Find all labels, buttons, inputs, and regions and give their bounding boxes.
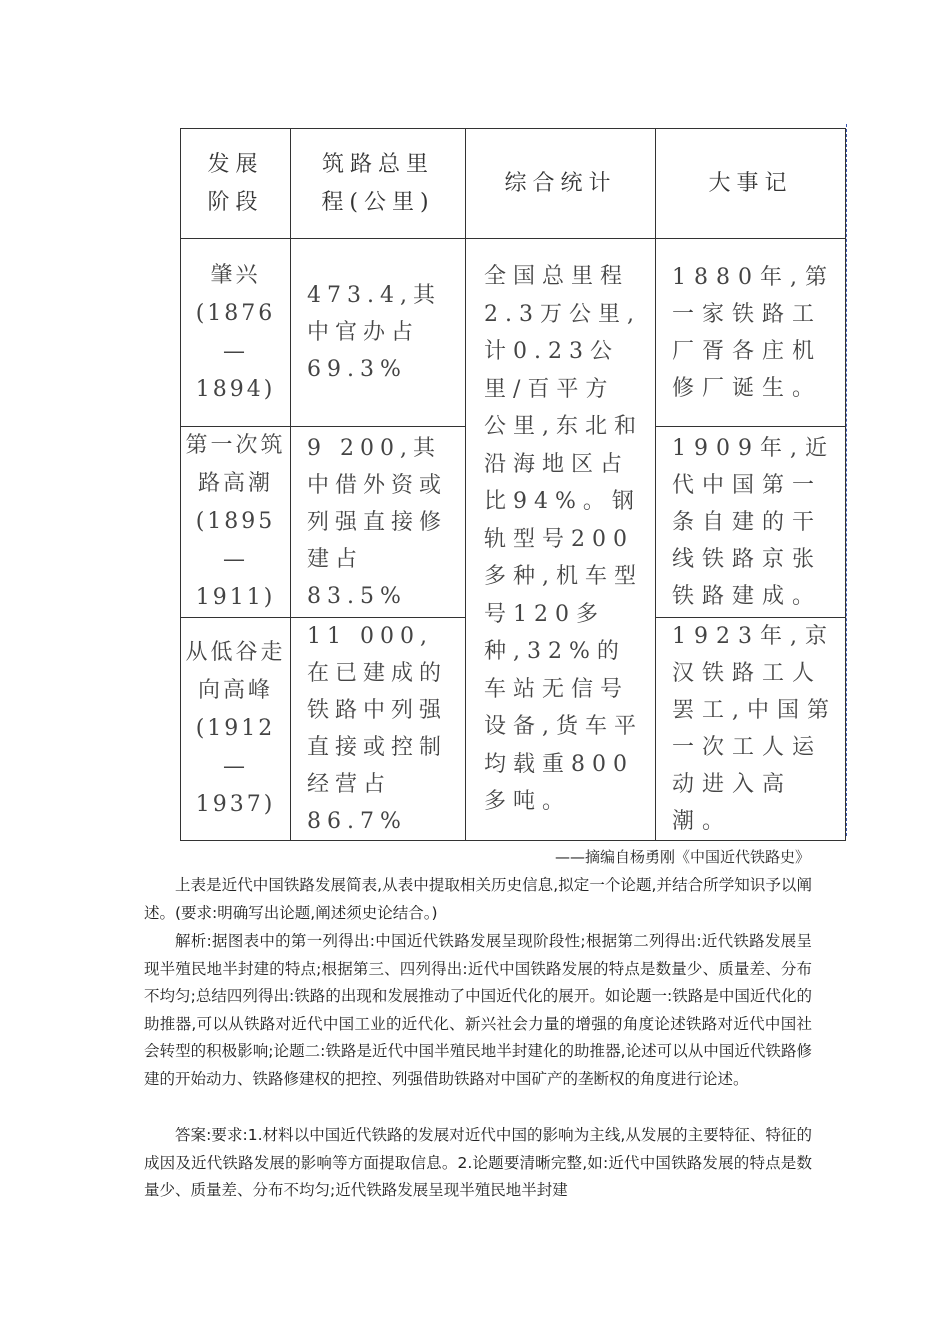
header-stats: 综合统计: [466, 129, 656, 239]
mileage-cell: 473.4,其中官办占69.3%: [291, 239, 466, 427]
table-row: [181, 239, 846, 427]
mileage-cell: 11 000,在已建成的铁路中列强直接或控制经营占86.7%: [291, 618, 466, 841]
stage-cell: 第一次筑路高潮(1895—1911): [181, 427, 291, 618]
analysis-paragraph: 解析:据图表中的第一列得出:中国近代铁路发展呈现阶段性;根据第二列得出:近代铁路发展呈现半殖民地半封建的特点;根据第三、四列得出:近代中国铁路发展的特点是数量少、质量差、分布不均匀;总结四列得出:铁路的出现和发展推动了中国近代化的展开。如论题一:铁路是中国近代化的助推器,可以从铁路对近代中国工业的近代化、新兴社会力量的增强的角度论述铁路对近代中国社会转型的积极影响;论题二:铁路是近代中国半殖民地半封建化的助推器,论述可以从中国近代铁路修建的开始动力、铁路修建权的把控、列强借助铁路对中国矿产的垄断权的角度进行论述。: [144, 932, 812, 1088]
event-cell: 1923年,京汉铁路工人罢工,中国第一次工人运动进入高潮。: [656, 618, 846, 841]
answer-paragraph: 答案:要求:1.材料以中国近代铁路的发展对近代中国的影响为主线,从发展的主要特征、特征的成因及近代铁路发展的影响等方面提取信息。2.论题要清晰完整,如:近代中国铁路发展的特点是数量少、质量差、分布不均匀;近代铁路发展呈现半殖民地半封建: [144, 1126, 812, 1200]
stage-cell: 从低谷走向高峰(1912—1937): [181, 618, 291, 841]
railway-development-table: [180, 128, 846, 841]
header-stage: 发展阶段: [181, 129, 291, 239]
event-cell: 1880年,第一家铁路工厂胥各庄机修厂诞生。: [656, 239, 846, 427]
mileage-cell: 9 200,其中借外资或列强直接修建占83.5%: [291, 427, 466, 618]
margin-guide-line: [846, 124, 847, 836]
table-source-citation: ——摘编自杨勇刚《中国近代铁路史》: [554, 848, 810, 866]
header-mileage: 筑路总里程(公里): [291, 129, 466, 239]
question-paragraph: 上表是近代中国铁路发展简表,从表中提取相关历史信息,拟定一个论题,并结合所学知识予以阐述。(要求:明确写出论题,阐述须史论结合。): [144, 876, 812, 922]
event-cell: 1909年,近代中国第一条自建的干线铁路京张铁路建成。: [656, 427, 846, 618]
table-header-row: [181, 129, 846, 239]
stats-cell: 全国总里程2.3万公里,计0.23公里/百平方公里,东北和沿海地区占比94%。钢轨型号200多种,机车型号120多种,32%的车站无信号设备,货车平均载重800多吨。: [466, 239, 656, 841]
header-events: 大事记: [656, 129, 846, 239]
stage-cell: 肇兴(1876—1894): [181, 239, 291, 427]
